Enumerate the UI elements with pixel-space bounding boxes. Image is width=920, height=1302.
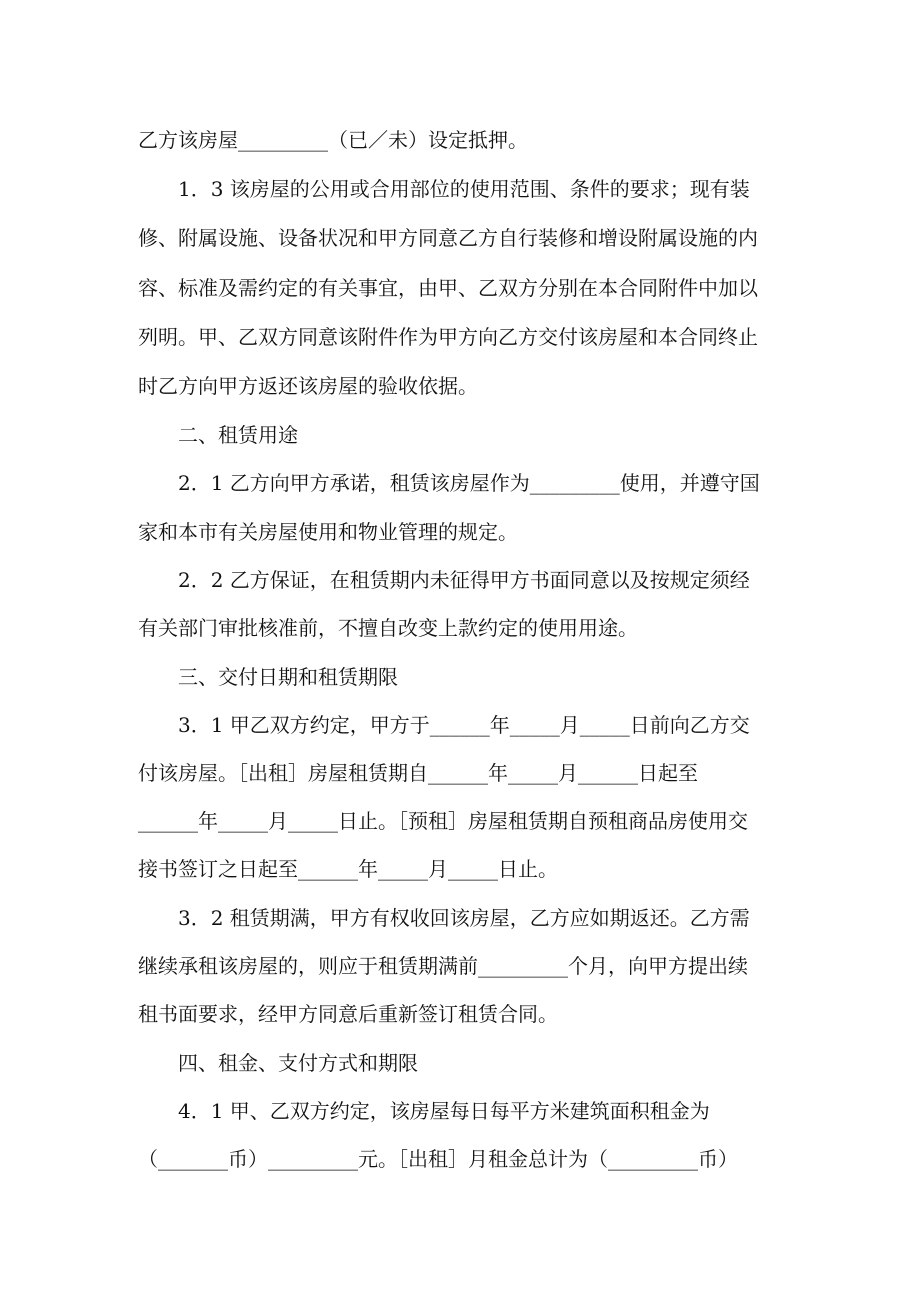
text-line: 时乙方向甲方返还该房屋的验收依据。 xyxy=(138,374,478,398)
clause-4-1-line: 4．1 甲、乙双方约定，该房屋每日每平方米建筑面积租金为 xyxy=(178,1099,710,1123)
clause-3-1-line: 3．1 甲乙双方约定，甲方于______年_____月_____日前向乙方交 xyxy=(178,713,750,737)
text-line: ______年_____月_____日止。［预租］房屋租赁期自预租商品房使用交 xyxy=(138,809,748,833)
text-line: 有关部门审批核准前，不擅自改变上款约定的使用用途。 xyxy=(138,616,638,640)
section-heading-2: 二、租赁用途 xyxy=(178,423,298,447)
section-heading-4: 四、租金、支付方式和期限 xyxy=(178,1051,418,1075)
text-line: 接书签订之日起至______年_____月_____日止。 xyxy=(138,857,558,881)
text-line: （_______币）_________元。［出租］月租金总计为（_________币） xyxy=(138,1147,738,1171)
clause-3-2-line: 3．2 租赁期满，甲方有权收回该房屋，乙方应如期返还。乙方需 xyxy=(178,906,750,930)
text-line: 家和本市有关房屋使用和物业管理的规定。 xyxy=(138,520,518,544)
text-line: 乙方该房屋_________（已／未）设定抵押。 xyxy=(138,128,528,152)
text-line: 修、附属设施、设备状况和甲方同意乙方自行装修和增设附属设施的内 xyxy=(138,226,758,250)
text-line: 付该房屋。［出租］房屋租赁期自______年_____月______日起至 xyxy=(138,761,698,785)
text-line: 列明。甲、乙双方同意该附件作为甲方向乙方交付该房屋和本合同终止 xyxy=(138,325,758,349)
text-line: 租书面要求，经甲方同意后重新签订租赁合同。 xyxy=(138,1002,558,1026)
clause-1-3-line: 1．3 该房屋的公用或合用部位的使用范围、条件的要求；现有装 xyxy=(178,177,750,201)
clause-2-1-line: 2．1 乙方向甲方承诺，租赁该房屋作为_________使用，并遵守国 xyxy=(178,471,760,495)
section-heading-3: 三、交付日期和租赁期限 xyxy=(178,665,398,689)
clause-2-2-line: 2．2 乙方保证，在租赁期内未征得甲方书面同意以及按规定须经 xyxy=(178,568,750,592)
text-line: 继续承租该房屋的，则应于租赁期满前_________个月，向甲方提出续 xyxy=(138,954,748,978)
text-line: 容、标准及需约定的有关事宜，由甲、乙双方分别在本合同附件中加以 xyxy=(138,276,758,300)
